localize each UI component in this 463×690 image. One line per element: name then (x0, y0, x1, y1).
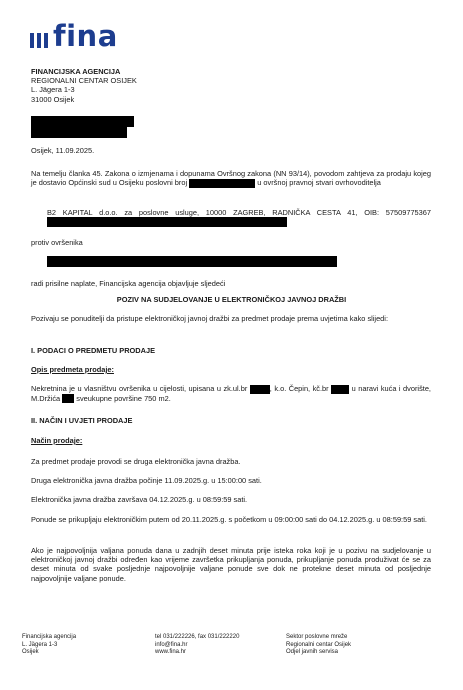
footer-sector: Sektor poslovne mreže (286, 634, 348, 640)
redacted-case-number (189, 179, 255, 188)
creditor-paragraph (47, 208, 431, 227)
section2-heading: II. NAČIN I UVJETI PRODAJE (31, 416, 133, 425)
sender-unit: REGIONALNI CENTAR OSIJEK (31, 76, 137, 86)
auction-start-paragraph: Druga elektronička javna dražba počinje 11.09.2025.g. u 15:00:00 sati. (31, 476, 262, 485)
against-debtor-label: protiv ovršenika (31, 238, 83, 247)
redacted-land-registry-number (250, 385, 270, 394)
redacted-recipient-line2 (31, 127, 127, 138)
footer-phone-fax: tel 031/222226, fax 031/222220 (155, 634, 240, 640)
footer-website: www.fina.hr (155, 649, 187, 656)
sender-street: L. Jägera 1-3 (31, 85, 75, 95)
offers-period-paragraph: Ponude se prikupljaju elektroničkim putem od 20.11.2025.g. s početkom u 09:00:00 sati do 04.12.2025.g. u 08:59:59 sati. (31, 515, 427, 524)
property-text-4: sveukupne površine 750 m2. (76, 393, 171, 403)
footer-company-name: Financijska agencija (22, 634, 77, 640)
document-title: POZIV NA SUDJELOVANJE U ELEKTRONIČKOJ JAVNOJ DRAŽBI (116, 295, 347, 304)
intro-paragraph (31, 169, 431, 188)
sender-name: FINANCIJSKA AGENCIJA (31, 67, 121, 76)
property-text-2: , k.o. Čepin, kč.br (269, 384, 329, 393)
sender-address (31, 67, 137, 104)
sender-city: 31000 Osijek (31, 94, 75, 104)
auction-end-paragraph: Elektronička javna dražba završava 04.12.2025.g. u 08:59:59 sati. (31, 495, 248, 504)
footer-company-street: L. Jägera 1-3 (22, 641, 58, 648)
fina-logo (30, 19, 118, 53)
intro-text-1: Na temelju članka 45. Zakona o izmjenama i dopunama Ovršnog zakona (NN 93/14), povodom zahtjeva za prodaju kojeg je dostavio Općinski sud u Osijeku poslovni broj (31, 169, 431, 188)
redacted-recipient-line1 (31, 116, 134, 127)
section1-subheading: Opis predmeta prodaje: (31, 365, 114, 374)
footer-company (22, 634, 76, 657)
section1-heading: I. PODACI O PREDMETU PRODAJE (31, 346, 156, 355)
property-description (31, 384, 431, 403)
document-date: Osijek, 11.09.2025. (31, 146, 95, 155)
logo-text: fina (53, 19, 118, 53)
redacted-creditor-extra (47, 217, 287, 227)
property-text-1: Nekretnina je u vlasništvu ovršenika u cijelosti, upisana u zk.ul.br (31, 384, 248, 393)
intro-text-2: u ovršnoj pravnoj stvari ovrhovoditelja (257, 178, 381, 188)
extension-rule-paragraph: Ako je najpovoljnija valjana ponuda dana u zadnjih deset minuta prije isteka roka koji je u pozivu na sudjelovanje u elektroničkoj javnoj dražbi određen kao vrijeme završetka prikupljanja ponuda, prikupljanje ponuda produživat će se za deset minuta od svake posljednje najpovoljnije valjane ponude sve dok ne protekne deset minuta od posljednje najpovoljnije valjane ponude. (31, 546, 431, 583)
footer-regional-center: Regionalni centar Osijek (286, 641, 352, 648)
invite-paragraph: Pozivaju se ponuditelji da pristupe elektroničkoj javnoj dražbi za predmet prodaje prema uvjetima kako slijedi: (31, 314, 388, 323)
section2-subheading: Način prodaje: (31, 436, 83, 445)
redacted-house-number (62, 394, 74, 403)
redacted-parcel-number (331, 385, 349, 394)
creditor-oib: 57509775367 (385, 208, 431, 217)
footer-email: info@fina.hr (155, 641, 188, 648)
property-text-3: u naravi kuća i dvorište, M.Držića (31, 384, 431, 403)
redacted-debtor (47, 256, 337, 267)
creditor-text: B2 KAPITAL d.o.o. za poslovne usluge, 10000 ZAGREB, RADNIČKA CESTA 41, OIB: (47, 208, 380, 217)
sale-method-paragraph: Za predmet prodaje provodi se druga elektronička javna dražba. (31, 457, 241, 466)
footer-contact (155, 634, 239, 657)
footer-office: Odjel javnih servisa (286, 649, 339, 656)
footer-department (286, 634, 351, 657)
logo-bars-icon (30, 33, 48, 51)
footer-company-city: Osijek (22, 649, 39, 656)
purpose-line: radi prisilne naplate, Financijska agencija objavljuje sljedeći (31, 279, 226, 288)
